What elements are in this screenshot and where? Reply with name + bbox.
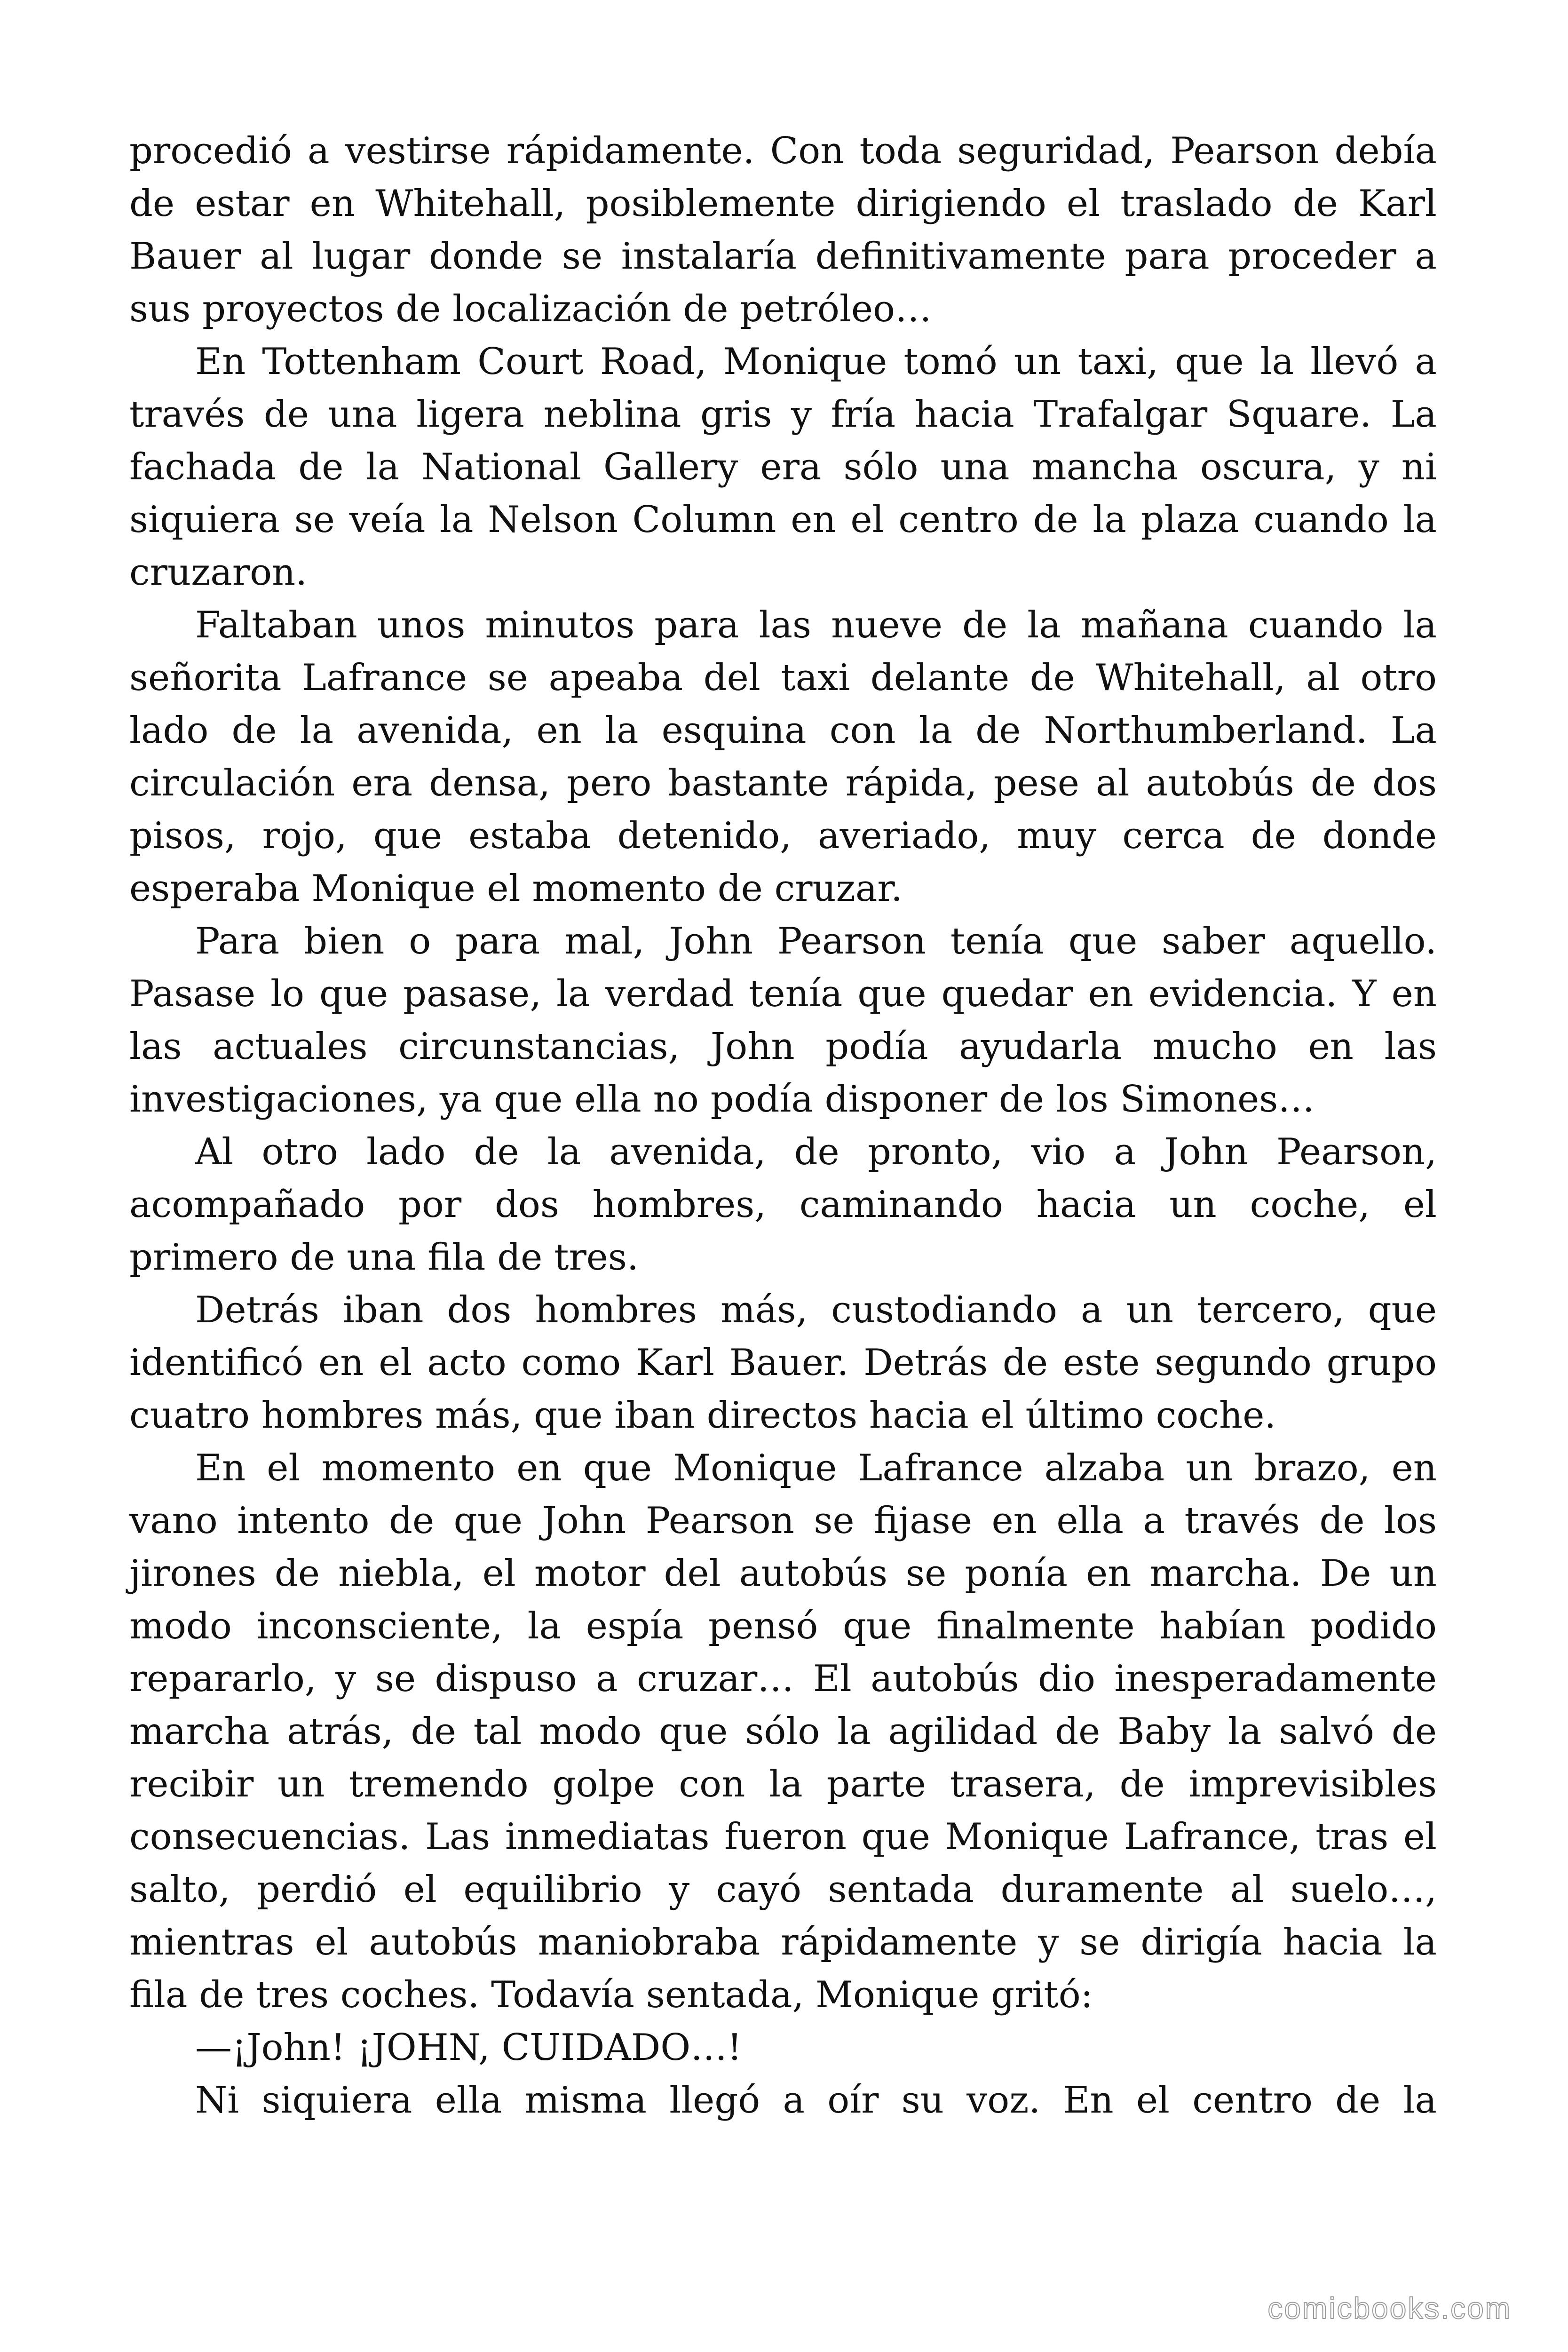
text-line: Detrás iban dos hombres más, custodiando a un tercero, que bbox=[195, 1289, 1437, 1331]
text-line: lado de la avenida, en la esquina con la de Northumberland. La bbox=[129, 709, 1437, 752]
paragraph bbox=[129, 915, 1437, 1126]
paragraph bbox=[129, 599, 1437, 915]
page-body bbox=[129, 125, 1437, 2127]
paragraph bbox=[129, 1126, 1437, 1284]
text-line: consecuencias. Las inmediatas fueron que Monique Lafrance, tras el bbox=[129, 1816, 1437, 1858]
text-line: sus proyectos de localización de petróleo… bbox=[129, 288, 932, 330]
paragraph bbox=[129, 2021, 1437, 2074]
text-line: identificó en el acto como Karl Bauer. Detrás de este segundo grupo bbox=[129, 1342, 1437, 1384]
paragraph bbox=[129, 1284, 1437, 1442]
text-line: procedió a vestirse rápidamente. Con toda seguridad, Pearson debía bbox=[129, 130, 1437, 172]
text-line: Ni siquiera ella misma llegó a oír su voz. En el centro de la bbox=[195, 2079, 1437, 2122]
watermark: comicbooks.com bbox=[1267, 2291, 1512, 2325]
text-line: salto, perdió el equilibrio y cayó sentada duramente al suelo…, bbox=[129, 1868, 1437, 1911]
text-line: En el momento en que Monique Lafrance alzaba un brazo, en bbox=[195, 1447, 1437, 1489]
text-line: primero de una fila de tres. bbox=[129, 1236, 639, 1279]
text-line: Bauer al lugar donde se instalaría definitivamente para proceder a bbox=[129, 235, 1437, 278]
text-line: Faltaban unos minutos para las nueve de la mañana cuando la bbox=[195, 604, 1437, 646]
text-line: Pasase lo que pasase, la verdad tenía que quedar en evidencia. Y en bbox=[129, 973, 1437, 1015]
text-line: —¡John! ¡JOHN, CUIDADO…! bbox=[195, 2026, 742, 2069]
text-line: las actuales circunstancias, John podía ayudarla mucho en las bbox=[129, 1025, 1437, 1068]
text-line: cuatro hombres más, que iban directos hacia el último coche. bbox=[129, 1394, 1276, 1437]
text-line: siquiera se veía la Nelson Column en el centro de la plaza cuando la bbox=[129, 499, 1437, 541]
text-line: esperaba Monique el momento de cruzar. bbox=[129, 867, 903, 910]
text-line: fachada de la National Gallery era sólo una mancha oscura, y ni bbox=[129, 446, 1437, 488]
text-line: repararlo, y se dispuso a cruzar… El autobús dio inesperadamente bbox=[129, 1658, 1437, 1700]
paragraph bbox=[129, 1442, 1437, 2021]
text-line: modo inconsciente, la espía pensó que finalmente habían podido bbox=[129, 1605, 1437, 1647]
text-line: cruzaron. bbox=[129, 551, 308, 594]
text-line: Al otro lado de la avenida, de pronto, vio a John Pearson, bbox=[195, 1131, 1437, 1173]
text-line: vano intento de que John Pearson se fijase en ella a través de los bbox=[129, 1500, 1437, 1542]
paragraph bbox=[129, 335, 1437, 599]
text-line: recibir un tremendo golpe con la parte trasera, de imprevisibles bbox=[129, 1763, 1437, 1805]
paragraph bbox=[129, 125, 1437, 335]
text-line: investigaciones, ya que ella no podía disponer de los Simones… bbox=[129, 1078, 1315, 1120]
text-line: mientras el autobús maniobraba rápidamente y se dirigía hacia la bbox=[129, 1921, 1437, 1963]
paragraph bbox=[129, 2074, 1437, 2127]
text-line: jirones de niebla, el motor del autobús se ponía en marcha. De un bbox=[129, 1552, 1437, 1595]
text-line: señorita Lafrance se apeaba del taxi delante de Whitehall, al otro bbox=[129, 657, 1437, 699]
text-line: circulación era densa, pero bastante rápida, pese al autobús de dos bbox=[129, 762, 1437, 804]
text-line: de estar en Whitehall, posiblemente dirigiendo el traslado de Karl bbox=[129, 183, 1437, 225]
text-line: fila de tres coches. Todavía sentada, Monique gritó: bbox=[129, 1974, 1093, 2016]
text-line: acompañado por dos hombres, caminando hacia un coche, el bbox=[129, 1184, 1437, 1226]
text-line: través de una ligera neblina gris y fría hacia Trafalgar Square. La bbox=[129, 393, 1437, 436]
text-line: En Tottenham Court Road, Monique tomó un taxi, que la llevó a bbox=[195, 341, 1437, 383]
text-line: Para bien o para mal, John Pearson tenía que saber aquello. bbox=[195, 920, 1437, 962]
text-line: pisos, rojo, que estaba detenido, averiado, muy cerca de donde bbox=[129, 815, 1437, 857]
text-line: marcha atrás, de tal modo que sólo la agilidad de Baby la salvó de bbox=[129, 1710, 1437, 1753]
